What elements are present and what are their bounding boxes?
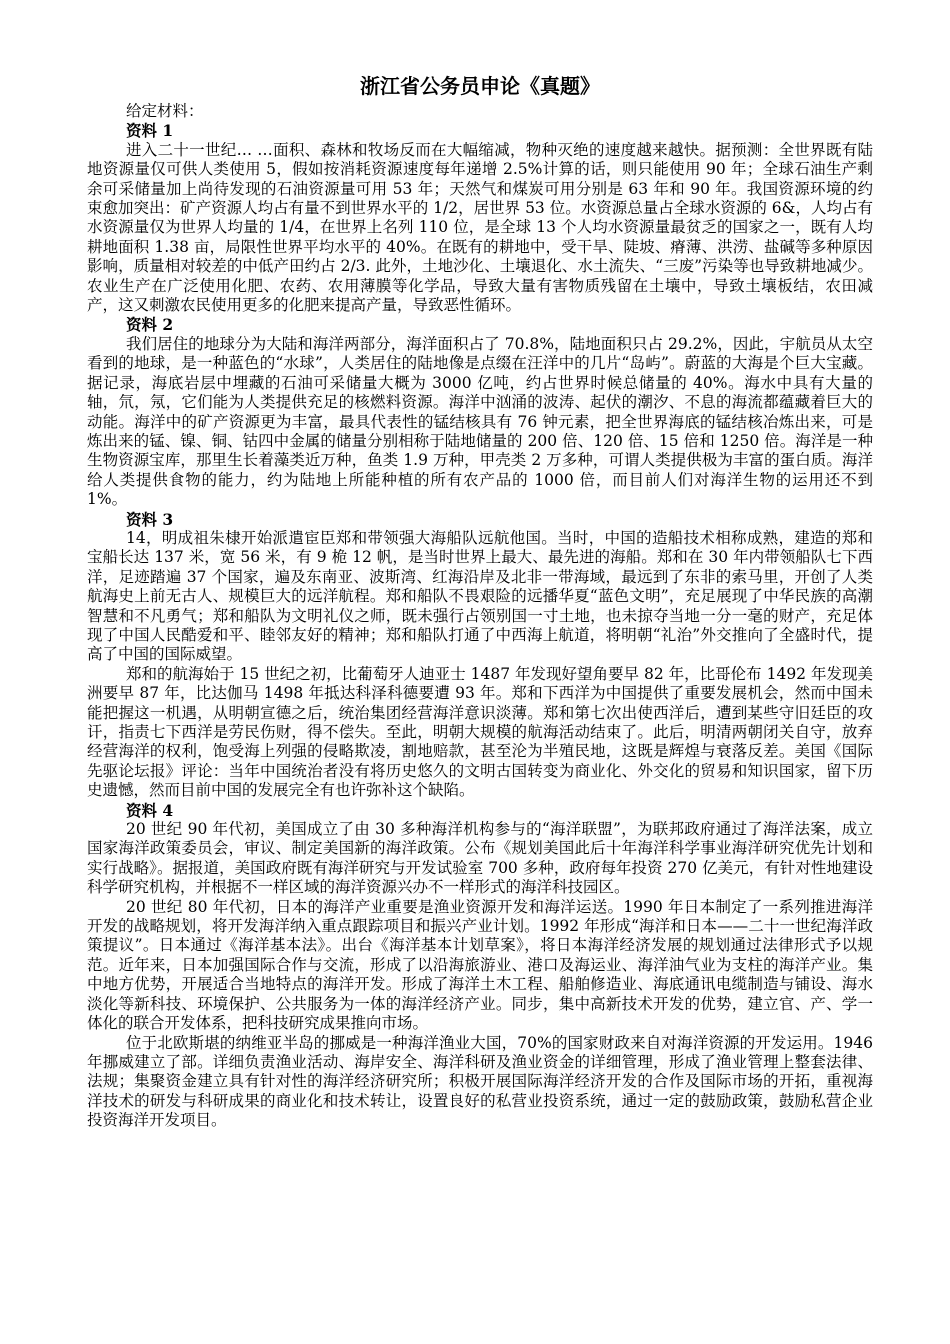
document-title: 浙江省公务员申论《真题》 [360,74,600,98]
given-materials-label: 给定材料： [126,102,204,120]
section-heading-4: 资料 4 [126,800,174,820]
section-2-paragraph-1: 我们居住的地球分为大陆和海洋两部分，海洋面积占了 70.8%，陆地面积只占 29.2%，因此，宇航员从太空看到的地球，是一种蓝色的“水球”，人类居住的陆地像是点缀在汪洋中的几片“岛屿”。蔚蓝的大海是个巨大宝藏。据记录，海底岩层中埋藏的石油可采储量大概为 3000 亿吨，约占世界时候总储量的 40%。海水中具有大量的轴，氘，氖，它们能为人类提供充足的核燃料资源。海洋中汹涌的波涛、起伏的潮汐、不息的海流都蕴藏着巨大的动能。海洋中的矿产资源更为丰富，最具代表性的锰结核具有 76 钟元素，把全世界海底的锰结核冶炼出来，可是炼出来的锰、镍、铜、钴四中金属的储量分别相称于陆地储量的 200 倍、120 倍、15 倍和 1250 倍。海洋是一种生物资源宝库，那里生长着藻类近万种，鱼类 1.9 万种，甲壳类 2 万多种，可谓人类提供极为丰富的蛋白质。海洋给人类提供食物的能力，约为陆地上所能种植的所有农产品的 1000 倍，而目前人们对海洋生物的运用还不到 1%。 [87,334,873,509]
section-4-paragraph-1: 20 世纪 90 年代初，美国成立了由 30 多种海洋机构参与的“海洋联盟”，为联邦政府通过了海洋法案，成立国家海洋政策委员会，审议、制定美国新的海洋政策。公布《规划美国此后十年海洋科学事业海洋研究优先计划和实行战略》。据报道，美国政府既有海洋研究与开发试验室 700 多种，政府每年投资 270 亿美元，有针对性地建设科学研究机构，并根据不一样区域的海洋资源兴办不一样形式的海洋科技园区。 [87,820,873,897]
section-4-paragraph-2: 20 世纪 80 年代初，日本的海洋产业重要是渔业资源开发和海洋运送。1990 年日本制定了一系列推进海洋开发的战略规划，将开发海洋纳入重点跟踪项目和振兴产业计划。1992 年形成“海洋和日本——二十一世纪海洋政策提议”。日本通过《海洋基本法》。出台《海洋基本计划草案》，将日本海洋经济发展的规划通过法律形式予以规范。近年来，日本加强国际合作与交流，形成了以沿海旅游业、港口及海运业、海洋油气业为支柱的海洋产业。集中地方优势，开展适合当地特点的海洋开发。形成了海洋土木工程、船舶修造业、海底通讯电缆制造与铺设、海水淡化等新科技、环境保护、公共服务为一体的海洋经济产业。同步，集中高新技术开发的优势，建立官、产、学一体化的联合开发体系，把科技研究成果推向市场。 [87,897,873,1033]
document-page [87,72,873,1131]
section-1-paragraph-1: 进入二十一世纪… …面积、森林和牧场反而在大幅缩减，物种灭绝的速度越来越快。据预测：全世界既有陆地资源量仅可供人类使用 5，假如按消耗资源速度每年递增 2.5%计算的话，则只能使用 90 年；全球石油生产剩余可采储量加上尚待发现的石油资源量可用 53 年；天然气和煤炭可用分别是 63 年和 90 年。我国资源环境的约束愈加突出：矿产资源人均占有量不到世界水平的 1/2，居世界 53 位。水资源总量占全球水资源的 6&，人均占有水资源量仅为世界人均量的 1/4，在世界上名列 110 位，是全球 13 个人均水资源量最贫乏的国家之一，既有人均耕地面积 1.38 亩，局限性世界平均水平的 40%。在既有的耕地中，受干旱、陡坡、瘠薄、洪涝、盐碱等多种原因影响，质量相对较差的中低产田约占 2/3. 此外，土地沙化、土壤退化、水土流失、“三废”污染等也导致耕地减少。农业生产在广泛使用化肥、农药、农用薄膜等化学品，导致大量有害物质残留在土壤中，导致土壤板结，农田减产，这又刺激农民使用更多的化肥来提高产量，导致恶性循环。 [87,140,873,315]
section-heading-2: 资料 2 [126,315,174,335]
section-4-paragraph-3: 位于北欧斯堪的纳维亚半岛的挪威是一种海洋渔业大国，70%的国家财政来自对海洋资源的开发运用。1946 年挪威建立了部。详细负责渔业活动、海岸安全、海洋科研及渔业资金的详细管理，形成了渔业管理上整套法律、法规；集聚资金建立具有针对性的海洋经济研究所；积极开展国际海洋经济开发的合作及国际市场的开拓，重视海洋技术的研发与科研成果的商业化和技术转让，设置良好的私营业投资系统，通过一定的鼓励政策，鼓励私营企业投资海洋开发项目。 [87,1033,873,1130]
section-3-paragraph-2: 郑和的航海始于 15 世纪之初，比葡萄牙人迪亚士 1487 年发现好望角要早 82 年，比哥伦布 1492 年发现美洲要早 87 年，比达伽马 1498 年抵达科泽科德要遭 93 年。郑和下西洋为中国提供了重要发展机会，然而中国未能把握这一机遇，从明朝宣德之后，统治集团经营海洋意识淡薄。郑和第七次出使西洋后，遭到某些守旧廷臣的攻讦，指责七下西洋是劳民伤财，得不偿失。至此，明朝大规模的航海活动结束了。此后，明清两朝闭关自守，放弃经营海洋的权利，饱受海上列强的侵略欺凌，割地赔款，甚至沦为半殖民地，这既是辉煌与衰落反差。美国《国际先驱论坛报》评论：当年中国统治者没有将历史悠久的文明古国转变为商业化、外交化的贸易和知识国家，留下历史遗憾，然而目前中国的发展完全有也许弥补这个缺陷。 [87,664,873,800]
section-3-paragraph-1: 14，明成祖朱棣开始派遣宦臣郑和带领强大海船队远航他国。当时，中国的造船技术相称成熟，建造的郑和宝船长达 137 米，宽 56 米，有 9 桅 12 帆，是当时世界上最大、最先进的海船。郑和在 30 年内带领船队七下西洋，足迹踏遍 37 个国家，遍及东南亚、波斯湾、红海沿岸及北非一带海域，最远到了东非的索马里，开创了人类航海史上前无古人、规模巨大的远洋航程。郑和船队不畏艰险的远播华夏“蓝色文明”，充足展现了中华民族的高潮智慧和不凡勇气；郑和船队为文明礼仪之师，既未强行占领别国一寸土地，也未掠夺当地一分一毫的财产，充足体现了中国人民酷爱和平、睦邻友好的精神；郑和船队打通了中西海上航道，将明朝“礼治”外交推向了全盛时代，提高了中国的国际威望。 [87,528,873,664]
section-heading-1: 资料 1 [126,121,174,141]
section-heading-3: 资料 3 [126,509,174,529]
